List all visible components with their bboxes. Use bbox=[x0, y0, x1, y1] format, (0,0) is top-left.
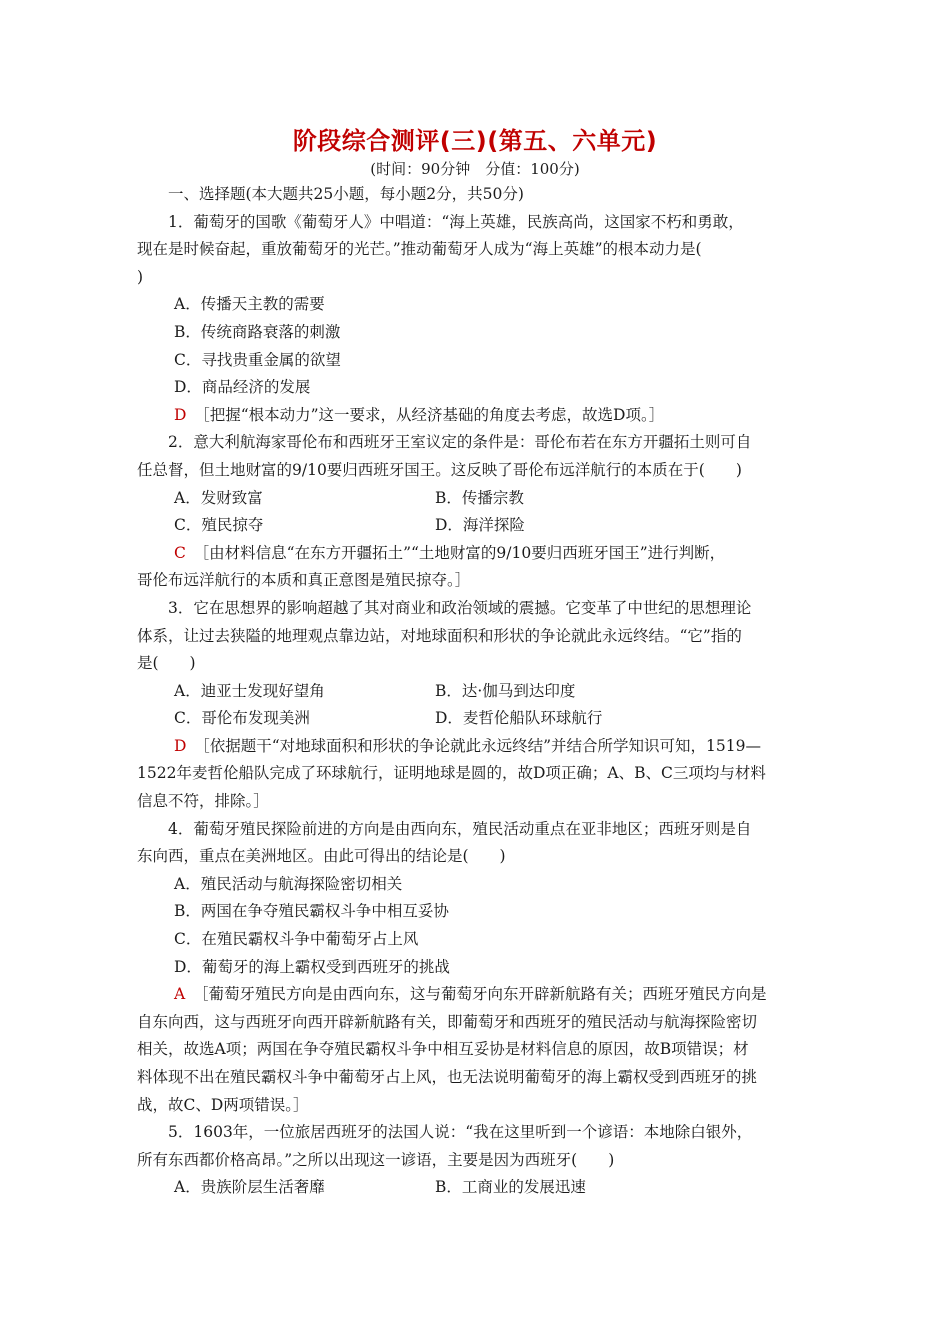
option-b: B．传播宗教 bbox=[435, 488, 524, 507]
analysis-line: 自东向西，这与西班牙向西开辟新航路有关，即葡萄牙和西班牙的殖民活动与航海探险密切 bbox=[137, 1012, 758, 1031]
option-a: A．发财致富 bbox=[174, 488, 263, 507]
option-d: D．海洋探险 bbox=[435, 516, 525, 535]
question-stem-line: 是( ) bbox=[137, 654, 196, 673]
answer-analysis bbox=[137, 733, 817, 761]
option-a: A．传播天主教的需要 bbox=[174, 295, 325, 314]
analysis-line: 信息不符，排除。］ bbox=[137, 792, 269, 811]
answer-letter: A bbox=[174, 985, 186, 1004]
question-stem-line: 所有东西都价格高昂。”之所以出现这一谚语，主要是因为西班牙( ) bbox=[137, 1150, 615, 1169]
option-a: A．贵族阶层生活奢靡 bbox=[174, 1178, 325, 1197]
options-row bbox=[137, 485, 817, 513]
answer-analysis bbox=[137, 540, 817, 568]
analysis-line: 1522年麦哲伦船队完成了环球航行，证明地球是圆的，故D项正确；A、B、C三项均与材料 bbox=[137, 764, 766, 783]
option-a: A．迪亚士发现好望角 bbox=[174, 681, 325, 700]
analysis-line: 哥伦布远洋航行的本质和真正意图是殖民掠夺。］ bbox=[137, 571, 471, 590]
option-a: A．殖民活动与航海探险密切相关 bbox=[174, 874, 403, 893]
options-row bbox=[137, 705, 817, 733]
analysis-text: ［依据题干“对地球面积和形状的争论就此永远终结”并结合所学知识可知，1519— bbox=[201, 736, 761, 755]
question-stem-line: 任总督，但土地财富的9/10要归西班牙国王。这反映了哥伦布远洋航行的本质在于( ) bbox=[137, 460, 742, 479]
exam-meta: (时间：90分钟 分值：100分) bbox=[370, 160, 580, 178]
question-stem-line: 东向西，重点在美洲地区。由此可得出的结论是( ) bbox=[137, 847, 506, 866]
answer-letter: D bbox=[174, 736, 187, 755]
analysis-line: 相关，故选A项；两国在争夺殖民霸权斗争中相互妥协是材料信息的原因，故B项错误；材 bbox=[137, 1040, 749, 1059]
option-c: C．在殖民霸权斗争中葡萄牙占上风 bbox=[174, 930, 419, 949]
question-stem-line: ) bbox=[137, 267, 144, 286]
question-1 bbox=[137, 209, 817, 430]
document-body bbox=[137, 181, 817, 1202]
answer-letter: C bbox=[174, 543, 186, 562]
option-b: B．工商业的发展迅速 bbox=[435, 1178, 586, 1197]
option-d: D．葡萄牙的海上霸权受到西班牙的挑战 bbox=[174, 957, 450, 976]
question-4 bbox=[137, 816, 817, 1120]
answer-analysis bbox=[137, 402, 817, 430]
analysis-text: ［葡萄牙殖民方向是由西向东，这与葡萄牙向东开辟新航路有关；西班牙殖民方向是 bbox=[200, 985, 767, 1004]
option-b: B．两国在争夺殖民霸权斗争中相互妥协 bbox=[174, 902, 449, 921]
option-d: D．麦哲伦船队环球航行 bbox=[435, 709, 603, 728]
page-title: 阶段综合测评(三)(第五、六单元) bbox=[292, 127, 658, 155]
question-3 bbox=[137, 595, 817, 816]
option-d: D．商品经济的发展 bbox=[174, 378, 311, 397]
answer-analysis bbox=[137, 981, 817, 1009]
question-stem-line: 体系，让过去狭隘的地理观点靠边站，对地球面积和形状的争论就此永远终结。“它”指的 bbox=[137, 626, 742, 645]
question-5 bbox=[137, 1119, 817, 1202]
analysis-text: ［把握“根本动力”这一要求，从经济基础的角度去考虑，故选D项。］ bbox=[201, 405, 665, 424]
analysis-text: ［由材料信息“在东方开疆拓土”“土地财富的9/10要归西班牙国王”进行判断， bbox=[201, 543, 726, 562]
question-stem-line: 2．意大利航海家哥伦布和西班牙王室议定的条件是：哥伦布若在东方开疆拓土则可自 bbox=[168, 433, 752, 452]
question-stem-line: 5．1603年，一位旅居西班牙的法国人说：“我在这里听到一个谚语：本地除白银外， bbox=[168, 1123, 753, 1142]
section-heading: 一、选择题(本大题共25小题，每小题2分，共50分) bbox=[168, 185, 524, 203]
question-stem-line: 现在是时候奋起，重放葡萄牙的光芒。”推动葡萄牙人成为“海上英雄”的根本动力是( bbox=[137, 240, 702, 259]
answer-letter: D bbox=[174, 405, 187, 424]
options-row bbox=[137, 1174, 817, 1202]
question-stem-line: 4．葡萄牙殖民探险前进的方向是由西向东，殖民活动重点在亚非地区；西班牙则是自 bbox=[168, 819, 752, 838]
option-c: C．殖民掠夺 bbox=[174, 516, 264, 535]
option-c: C．寻找贵重金属的欲望 bbox=[174, 350, 341, 369]
analysis-line: 料体现不出在殖民霸权斗争中葡萄牙占上风，也无法说明葡萄牙的海上霸权受到西班牙的挑 bbox=[137, 1068, 758, 1086]
option-b: B．传统商路衰落的刺激 bbox=[174, 322, 341, 341]
options-row bbox=[137, 512, 817, 540]
question-stem-line: 3．它在思想界的影响超越了其对商业和政治领域的震撼。它变革了中世纪的思想理论 bbox=[168, 598, 752, 617]
option-c: C．哥伦布发现美洲 bbox=[174, 709, 310, 728]
question-stem-line: 1．葡萄牙的国歌《葡萄牙人》中唱道：“海上英雄，民族高尚，这国家不朽和勇敢， bbox=[168, 212, 744, 231]
options-row bbox=[137, 678, 817, 706]
question-2 bbox=[137, 429, 817, 595]
analysis-line: 战，故C、D两项错误。］ bbox=[137, 1095, 309, 1114]
option-b: B．达·伽马到达印度 bbox=[435, 681, 576, 700]
